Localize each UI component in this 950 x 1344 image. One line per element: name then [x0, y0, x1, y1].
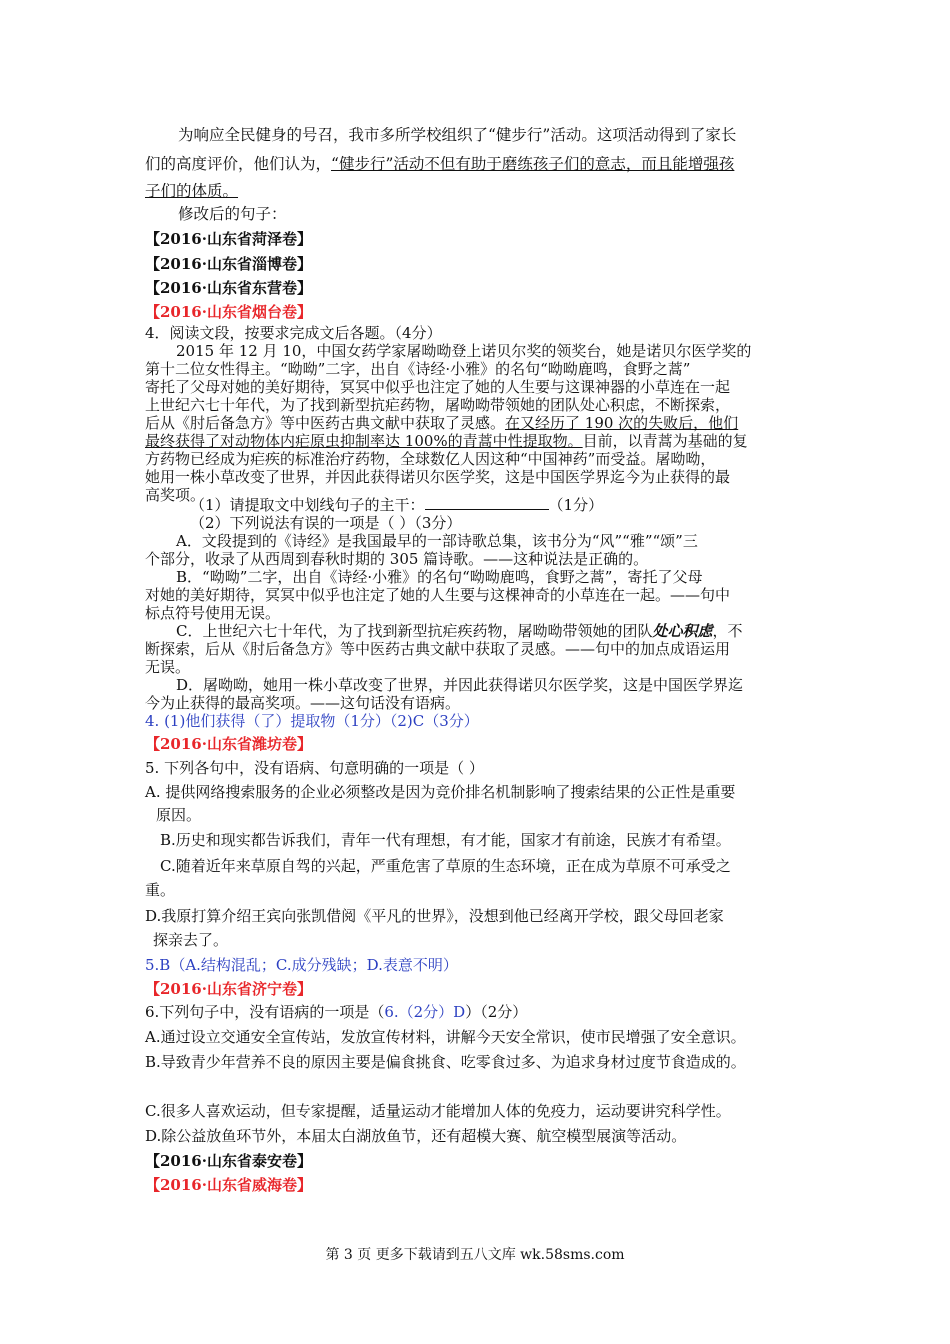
passage-line: 高奖项。 [145, 486, 206, 504]
option-text: C．上世纪六七十年代，为了找到新型抗疟疾药物，屠呦呦带领她的团队 [176, 622, 653, 640]
passage-line: 上世纪六七十年代，为了找到新型抗疟药物，屠呦呦带领她的团队处心积虑，不断探索， [145, 396, 731, 414]
revise-prompt: 修改后的句子： [178, 205, 287, 223]
question-title [145, 1003, 527, 1022]
section-header-zibo: 【2016·山东省淄博卷】 [145, 255, 312, 273]
section-header-jining: 【2016·山东省济宁卷】 [145, 980, 312, 998]
passage-line [145, 432, 748, 451]
passage-line: 方药物已经成为疟疾的标准治疗药物，全球数亿人因这种“中国神药”而受益。屠呦呦， [145, 450, 716, 468]
underlined-sentence: 子们的体质。 [145, 182, 239, 200]
passage-line: 为响应全民健身的号召，我市多所学校组织了“健步行”活动。这项活动得到了家长 [178, 126, 737, 144]
answer-line: 5.B（A.结构混乱；C.成分残缺；D.表意不明） [145, 956, 458, 974]
passage-text: 目前，以青蒿为基础的复 [582, 432, 748, 450]
sub-question-2: （2）下列说法有误的一项是（ ）（3分） [190, 514, 462, 532]
option-b: B.历史和现实都告诉我们，青年一代有理想，有才能，国家才有前途，民族才有希望。 [160, 831, 731, 849]
option-d-cont: 探亲去了。 [153, 931, 229, 949]
option-a: A. 提供网络搜索服务的企业必须整改是因为竞价排名机制影响了搜索结果的公正性是重要 [145, 783, 736, 801]
option-b: B.导致青少年营养不良的原因主要是偏食挑食、吃零食过多、为追求身材过度节食造成的。 [145, 1053, 746, 1071]
passage-line: 她用一株小草改变了世界，并因此获得诺贝尔医学奖，这是中国医学界迄今为止获得的最 [145, 468, 731, 486]
section-header-weihai: 【2016·山东省威海卷】 [145, 1176, 312, 1194]
option-text: ，不 [712, 622, 743, 640]
question-title: 4．阅读文段，按要求完成文后各题。（4分） [145, 324, 442, 342]
underlined-sentence: “健步行”活动不但有助于磨练孩子们的意志，而且能增强孩 [331, 155, 735, 173]
section-header-dongying: 【2016·山东省东营卷】 [145, 279, 312, 297]
inline-answer: 6.（2分）D [384, 1003, 466, 1021]
passage-line [145, 155, 734, 174]
passage-line [145, 414, 738, 433]
passage-line: 第十二位女性得主。“呦呦”二字，出自《诗经·小雅》的名句“呦呦鹿鸣，食野之蒿” [145, 360, 691, 378]
option-b: B．“呦呦”二字，出自《诗经·小雅》的名句“呦呦鹿鸣，食野之蒿”，寄托了父母 [176, 568, 703, 586]
option-a: A.通过设立交通安全宣传站，发放宣传材料，讲解今天安全常识，使市民增强了安全意识。 [145, 1028, 746, 1046]
passage-text: 们的高度评价，他们认为， [145, 155, 332, 173]
passage-line [145, 182, 238, 201]
option-b-cont: 对她的美好期待，冥冥中似乎也注定了她的人生要与这棵神奇的小草连在一起。——句中 [145, 586, 731, 604]
option-a-cont: 原因。 [156, 806, 202, 824]
underlined-sentence: 最终获得了对动物体内疟原虫抑制率达 100%的青蒿中性提取物。 [145, 432, 583, 450]
option-a-cont: 个部分，收录了从西周到春秋时期的 305 篇诗歌。——这种说法是正确的。 [145, 550, 649, 568]
section-header-yantai: 【2016·山东省烟台卷】 [145, 303, 312, 321]
question-text: 6.下列句子中，没有语病的一项是（ [145, 1003, 385, 1021]
option-b-cont: 标点符号使用无误。 [145, 604, 281, 622]
option-c: C.随着近年来草原自驾的兴起，严重危害了草原的生态环境，正在成为草原不可承受之 [160, 857, 731, 875]
option-a: A．文段提到的《诗经》是我国最早的一部诗歌总集，该书分为“风”“雅”“颂”三 [176, 532, 698, 550]
option-c: C.很多人喜欢运动，但专家提醒，适量运动才能增加人体的免疫力，运动要讲究科学性。 [145, 1102, 731, 1120]
answer-blank[interactable] [425, 495, 549, 510]
sub-question-1 [190, 495, 603, 515]
option-d: D.我原打算介绍王宾向张凯借阅《平凡的世界》，没想到他已经离开学校，跟父母回老家 [145, 907, 724, 925]
passage-line: 2015 年 12 月 10，中国女药学家屠呦呦登上诺贝尔奖的领奖台，她是诺贝尔医学奖的 [176, 342, 752, 360]
sub-question-text: （1）请提取文中划线句子的主干： [190, 496, 425, 514]
option-c-cont: 重。 [145, 881, 176, 899]
option-c [176, 622, 743, 641]
passage-text: 后从《肘后备急方》等中医药古典文献中获取了灵感。 [145, 414, 506, 432]
passage-line: 寄托了父母对她的美好期待，冥冥中似乎也注定了她的人生要与这课神器的小草连在一起 [145, 378, 731, 396]
question-text: ）（2分） [465, 1003, 528, 1021]
option-c-cont: 断探索，后从《肘后备急方》等中医药古典文献中获取了灵感。——句中的加点成语运用 [145, 640, 731, 658]
page-footer: 第 3 页 更多下载请到五八文库 wk.58sms.com [325, 1247, 625, 1263]
sub-question-score: （1分） [548, 496, 604, 514]
option-c-cont: 无误。 [145, 658, 191, 676]
option-d: D.除公益放鱼环节外，本届太白湖放鱼节，还有超模大赛、航空模型展演等活动。 [145, 1127, 687, 1145]
answer-line: 4. (1)他们获得（了）提取物（1分）（2)C（3分） [145, 712, 479, 730]
option-d: D．屠呦呦，她用一株小草改变了世界，并因此获得诺贝尔医学奖，这是中国医学界迄 [176, 676, 744, 694]
underlined-sentence: 在又经历了 190 次的失败后，他们 [505, 414, 739, 432]
question-title: 5. 下列各句中，没有语病、句意明确的一项是（ ） [145, 759, 484, 777]
option-d-cont: 今为止获得的最高奖项。——这句话没有语病。 [145, 694, 461, 712]
section-header-heze: 【2016·山东省菏泽卷】 [145, 230, 312, 248]
section-header-weifang: 【2016·山东省潍坊卷】 [145, 735, 312, 753]
dotted-idiom: 处心积虑 [652, 622, 713, 640]
section-header-taian: 【2016·山东省泰安卷】 [145, 1152, 312, 1170]
